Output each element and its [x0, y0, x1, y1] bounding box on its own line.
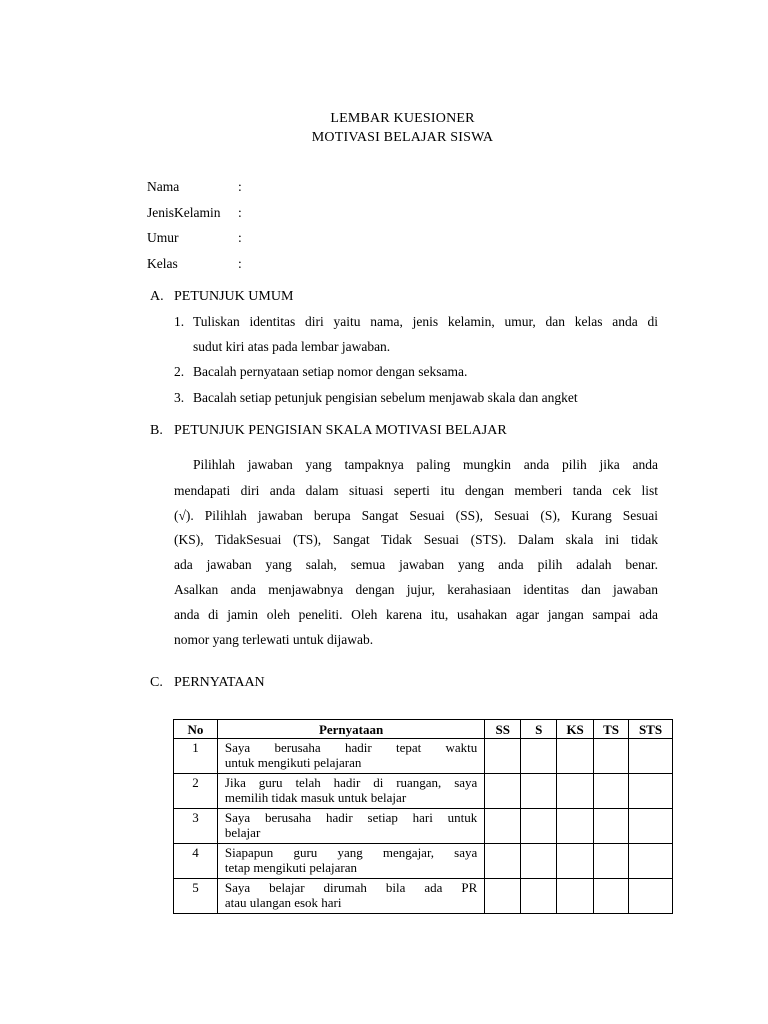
answer-cell-ss[interactable] — [485, 879, 521, 914]
identity-label: Umur — [147, 230, 179, 245]
list-text: Bacalah setiap petunjuk pengisian sebelum menjawab skala dan angket — [193, 390, 578, 405]
answer-cell-ts[interactable] — [594, 844, 629, 879]
header-s: S — [521, 720, 557, 739]
answer-cell-ks[interactable] — [557, 739, 594, 774]
statement-line: Saya belajar dirumah bila ada PR — [224, 880, 478, 895]
section-letter: A. — [150, 289, 164, 304]
table-row — [174, 739, 673, 774]
statement-line: Siapapun guru yang mengajar, saya — [224, 845, 478, 860]
answer-cell-sts[interactable] — [629, 774, 673, 809]
paragraph-line: (KS), TidakSesuai (TS), Sangat Tidak Sesuai (STS). Dalam skala ini tidak — [174, 532, 658, 547]
statement-line: Saya berusaha hadir tepat waktu — [224, 740, 478, 755]
document-subtitle: MOTIVASI BELAJAR SISWA — [311, 130, 494, 145]
answer-cell-ks[interactable] — [557, 879, 594, 914]
row-statement — [217, 774, 484, 809]
row-number: 3 — [174, 809, 218, 844]
answer-cell-ss[interactable] — [485, 739, 521, 774]
header-ks: KS — [557, 720, 594, 739]
answer-cell-ks[interactable] — [557, 844, 594, 879]
answer-cell-s[interactable] — [521, 809, 557, 844]
section-letter: B. — [150, 423, 163, 438]
header-ss: SS — [485, 720, 521, 739]
identity-label: JenisKelamin — [147, 205, 221, 220]
table-row — [174, 809, 673, 844]
answer-cell-ss[interactable] — [485, 844, 521, 879]
answer-cell-sts[interactable] — [629, 844, 673, 879]
row-statement — [217, 844, 484, 879]
answer-cell-ts[interactable] — [594, 739, 629, 774]
section-title: PETUNJUK PENGISIAN SKALA MOTIVASI BELAJAR — [174, 423, 507, 438]
section-c-heading — [150, 675, 265, 691]
statement-line: atau ulangan esok hari — [224, 895, 342, 910]
paragraph-line: (√). Pilihlah jawaban berupa Sangat Sesuai (SS), Sesuai (S), Kurang Sesuai — [174, 508, 658, 523]
answer-cell-s[interactable] — [521, 774, 557, 809]
identity-label: Nama — [147, 179, 180, 194]
paragraph-line: nomor yang terlewati untuk dijawab. — [174, 632, 374, 647]
list-number: 1. — [174, 314, 185, 329]
answer-cell-ts[interactable] — [594, 879, 629, 914]
identity-colon: : — [238, 230, 242, 245]
table-header-row — [174, 720, 673, 739]
table-row — [174, 879, 673, 914]
list-text: Tuliskan identitas diri yaitu nama, jenis kelamin, umur, dan kelas anda di — [193, 314, 658, 329]
answer-cell-ks[interactable] — [557, 774, 594, 809]
identity-row-umur — [147, 230, 447, 250]
identity-row-nama — [147, 179, 447, 199]
row-number: 1 — [174, 739, 218, 774]
answer-cell-ss[interactable] — [485, 809, 521, 844]
section-title: PETUNJUK UMUM — [174, 289, 294, 304]
list-number: 2. — [174, 364, 185, 379]
statement-line: memilih tidak masuk untuk belajar — [224, 790, 407, 805]
paragraph-line: ada jawaban yang salah, semua jawaban yang anda pilih adalah benar. — [174, 557, 658, 572]
statement-line: untuk mengikuti pelajaran — [224, 755, 362, 770]
identity-colon: : — [238, 205, 242, 220]
answer-cell-ks[interactable] — [557, 809, 594, 844]
statement-line: Jika guru telah hadir di ruangan, saya — [224, 775, 478, 790]
row-number: 4 — [174, 844, 218, 879]
list-number: 3. — [174, 390, 185, 405]
header-statement: Pernyataan — [217, 720, 484, 739]
header-ts: TS — [594, 720, 629, 739]
row-number: 5 — [174, 879, 218, 914]
answer-cell-ss[interactable] — [485, 774, 521, 809]
identity-colon: : — [238, 256, 242, 271]
identity-colon: : — [238, 179, 242, 194]
identity-row-kelas — [147, 256, 447, 276]
answer-cell-sts[interactable] — [629, 879, 673, 914]
statement-line: Saya berusaha hadir setiap hari untuk — [224, 810, 478, 825]
identity-label: Kelas — [147, 256, 178, 271]
row-statement — [217, 809, 484, 844]
table-row — [174, 774, 673, 809]
row-statement — [217, 879, 484, 914]
row-statement — [217, 739, 484, 774]
answer-cell-s[interactable] — [521, 844, 557, 879]
answer-cell-sts[interactable] — [629, 739, 673, 774]
section-b-heading — [150, 423, 507, 439]
list-text: Bacalah pernyataan setiap nomor dengan seksama. — [193, 364, 468, 379]
identity-row-jenis-kelamin — [147, 205, 447, 225]
answer-cell-s[interactable] — [521, 879, 557, 914]
row-number: 2 — [174, 774, 218, 809]
document-title: LEMBAR KUESIONER — [330, 111, 475, 126]
table-row — [174, 844, 673, 879]
paragraph-line: Pilihlah jawaban yang tampaknya paling mungkin anda pilih jika anda — [193, 457, 658, 472]
section-title: PERNYATAAN — [174, 675, 265, 690]
statement-line: belajar — [224, 825, 261, 840]
header-no: No — [174, 720, 218, 739]
answer-cell-ts[interactable] — [594, 809, 629, 844]
answer-cell-ts[interactable] — [594, 774, 629, 809]
section-letter: C. — [150, 675, 163, 690]
statement-line: tetap mengikuti pelajaran — [224, 860, 358, 875]
answer-cell-sts[interactable] — [629, 809, 673, 844]
list-item-continuation: sudut kiri atas pada lembar jawaban. — [193, 339, 391, 354]
paragraph-line: Asalkan anda menjawabnya dengan jujur, kerahasiaan identitas dan jawaban — [174, 582, 658, 597]
header-sts: STS — [629, 720, 673, 739]
section-a-heading — [150, 289, 293, 305]
answer-cell-s[interactable] — [521, 739, 557, 774]
statement-table — [173, 719, 673, 914]
paragraph-line: mendapati diri anda dalam situasi seperti itu dengan memberi tanda cek list — [174, 483, 658, 498]
paragraph-line: anda di jamin oleh peneliti. Oleh karena itu, usahakan agar jangan sampai ada — [174, 607, 658, 622]
